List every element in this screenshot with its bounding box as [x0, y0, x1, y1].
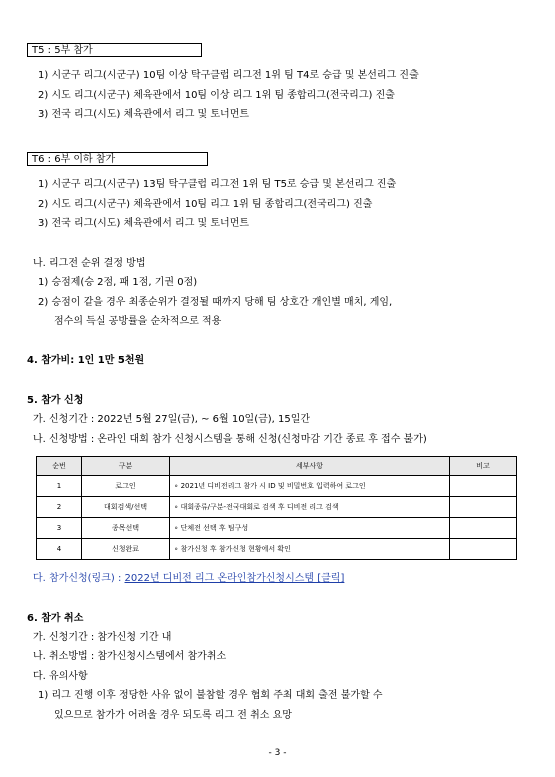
- fee-title: 4. 참가비: 1인 1만 5천원: [27, 355, 145, 366]
- table-cell: 로그인: [82, 476, 170, 497]
- t5-item-3: 3) 전국 리그(시도) 체육관에서 리그 및 토너먼트: [38, 109, 250, 120]
- table-cell: ∘ 대회종류/구분-전국대회로 검색 후 디비전 리그 검색: [170, 497, 450, 518]
- table-cell: [450, 497, 517, 518]
- table-cell: [450, 539, 517, 560]
- table-cell: [450, 518, 517, 539]
- cancel-title: 6. 참가 취소: [27, 613, 84, 624]
- page-number: - 3 -: [268, 748, 287, 758]
- t5-label: T5 : 5부 참가: [32, 45, 93, 56]
- table-cell: [450, 476, 517, 497]
- table-row: [37, 518, 517, 539]
- ranking-item-2-cont: 점수의 득실 공방률을 순차적으로 적용: [54, 316, 222, 327]
- table-cell: 1: [37, 476, 82, 497]
- table-header: 순번: [37, 457, 82, 476]
- cancel-note-1-cont: 있으므로 참가가 어려울 경우 되도록 리그 전 취소 요망: [54, 710, 292, 721]
- apply-period: 가. 신청기간 : 2022년 5월 27일(금), ~ 6월 10일(금), 15일간: [33, 414, 311, 425]
- t6-item-2: 2) 시도 리그(시군구) 체육관에서 10팀 리그 1위 팀 종합리그(전국리그) 진출: [38, 199, 373, 210]
- ranking-item-2: 2) 승점이 같을 경우 최종순위가 결정될 때까지 당해 팀 상호간 개인별 매치, 게임,: [38, 297, 393, 308]
- apply-link-line: [33, 572, 344, 586]
- table-header: 구분: [82, 457, 170, 476]
- table-cell: 3: [37, 518, 82, 539]
- table-row: [37, 539, 517, 560]
- table-row: [37, 497, 517, 518]
- table-header: 비고: [450, 457, 517, 476]
- t5-item-1: 1) 시군구 리그(시군구) 10팀 이상 탁구클럽 리그전 1위 팀 T4로 승급 및 본선리그 진출: [38, 70, 419, 81]
- cancel-period: 가. 신청기간 : 참가신청 기간 내: [33, 632, 172, 643]
- table-cell: ∘ 참가신청 후 참가신청 현황에서 확인: [170, 539, 450, 560]
- t5-item-2: 2) 시도 리그(시군구) 체육관에서 10팀 이상 리그 1위 팀 종합리그(전국리그) 진출: [38, 90, 395, 101]
- cancel-note-1: 1) 리그 진행 이후 정당한 사유 없이 불참할 경우 협회 주최 대회 출전 불가할 수: [38, 690, 383, 701]
- table-cell: 4: [37, 539, 82, 560]
- apply-steps-table: [36, 456, 517, 560]
- t6-item-1: 1) 시군구 리그(시군구) 13팀 탁구클럽 리그전 1위 팀 T5로 승급 및 본선리그 진출: [38, 179, 397, 190]
- table-cell: 신청완료: [82, 539, 170, 560]
- t6-label: T6 : 6부 이하 참가: [32, 154, 116, 165]
- ranking-title: 나. 리그전 순위 결정 방법: [33, 258, 146, 269]
- cancel-method: 나. 취소방법 : 참가신청시스템에서 참가취소: [33, 651, 227, 662]
- table-cell: ∘ 2021년 디비전리그 참가 시 ID 및 비밀번호 입력하여 로그인: [170, 476, 450, 497]
- table-cell: 2: [37, 497, 82, 518]
- t6-item-3: 3) 전국 리그(시도) 체육관에서 리그 및 토너먼트: [38, 218, 250, 229]
- table-header-row: [37, 457, 517, 476]
- apply-link[interactable]: 2022년 디비전 리그 온라인참가신청시스템 [클릭]: [124, 573, 345, 584]
- table-cell: ∘ 단체전 선택 후 팀구성: [170, 518, 450, 539]
- apply-link-prefix: 다. 참가신청(링크) :: [33, 573, 125, 584]
- apply-method: 나. 신청방법 : 온라인 대회 참가 신청시스템을 통해 신청(신청마감 기간 종료 후 접수 불가): [33, 434, 427, 445]
- t6-label-box: [27, 152, 208, 166]
- t5-label-box: [27, 43, 202, 57]
- table-header: 세부사항: [170, 457, 450, 476]
- cancel-notes-title: 다. 유의사항: [33, 671, 88, 682]
- table-row: [37, 476, 517, 497]
- table-cell: 종목선택: [82, 518, 170, 539]
- table-cell: 대회검색/선택: [82, 497, 170, 518]
- ranking-item-1: 1) 승점제(승 2점, 패 1점, 기권 0점): [38, 277, 198, 288]
- apply-title: 5. 참가 신청: [27, 395, 84, 406]
